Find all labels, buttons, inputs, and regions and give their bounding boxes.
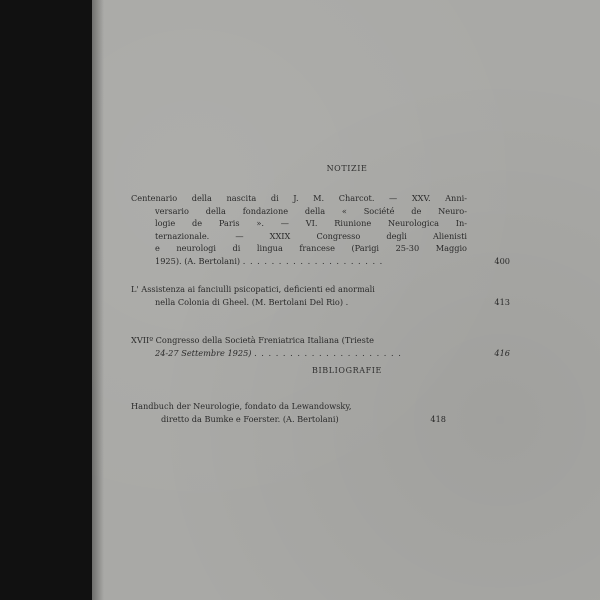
entry-line-text: e neurologi di lingua francese (Parigi 25-30 Maggio: [155, 243, 467, 253]
entry-line: logie de Paris ». — VI. Riunione Neurologica In-: [155, 218, 467, 228]
entry-line: Centenario della nascita di J. M. Charcot. — XXV. Anni-: [131, 193, 467, 203]
page-gutter-shadow: [92, 0, 104, 600]
page-number: 400: [494, 255, 510, 266]
section-heading-bibliografie: BIBLIOGRAFIE: [312, 366, 382, 375]
entry-line: XVIIº Congresso della Società Freniatrica Italiana (Trieste: [131, 335, 374, 345]
entry-line-last: [131, 296, 510, 309]
entry-line-text: diretto da Bumke e Foerster. (A. Bertolani): [161, 413, 339, 424]
entry-line-text: 24-27 Settembre 1925): [155, 347, 252, 358]
entry-line-text: nella Colonia di Gheel. (M. Bertolani Del Rio): [155, 296, 344, 307]
entry-line: Handbuch der Neurologie, fondato da Lewandowsky,: [131, 401, 352, 411]
toc-entry: [131, 334, 510, 359]
entry-line-last: [131, 347, 510, 360]
page-number: 418: [430, 413, 446, 424]
page-number: 416: [494, 347, 510, 358]
book-page: [92, 0, 600, 600]
leader-dots: .: [345, 296, 350, 307]
section-heading-notizie: NOTIZIE: [326, 164, 368, 173]
leader-dots: . . . . . . . . . . . . . . . . . . . . .: [254, 347, 402, 358]
entry-line: ternazionale. — XXIX Congresso degli Alienisti: [155, 230, 467, 241]
entry-line-last: [131, 413, 446, 426]
entry-line-last: [131, 255, 510, 268]
toc-entry: [131, 400, 446, 425]
leader-dots: . . . . . . . . . . . . . . . . . . . .: [242, 255, 384, 266]
entry-line-text: 1925). (A. Bertolani): [155, 255, 241, 266]
toc-entry: [131, 192, 510, 267]
entry-line: L' Assistenza ai fanciulli psicopatici, deficienti ed anormali: [131, 284, 375, 294]
page-number: 413: [494, 296, 510, 307]
entry-line: [131, 242, 467, 255]
entry-line: versario della fondazione della « Société de Neuro-: [155, 205, 467, 216]
toc-entry: [131, 283, 510, 308]
